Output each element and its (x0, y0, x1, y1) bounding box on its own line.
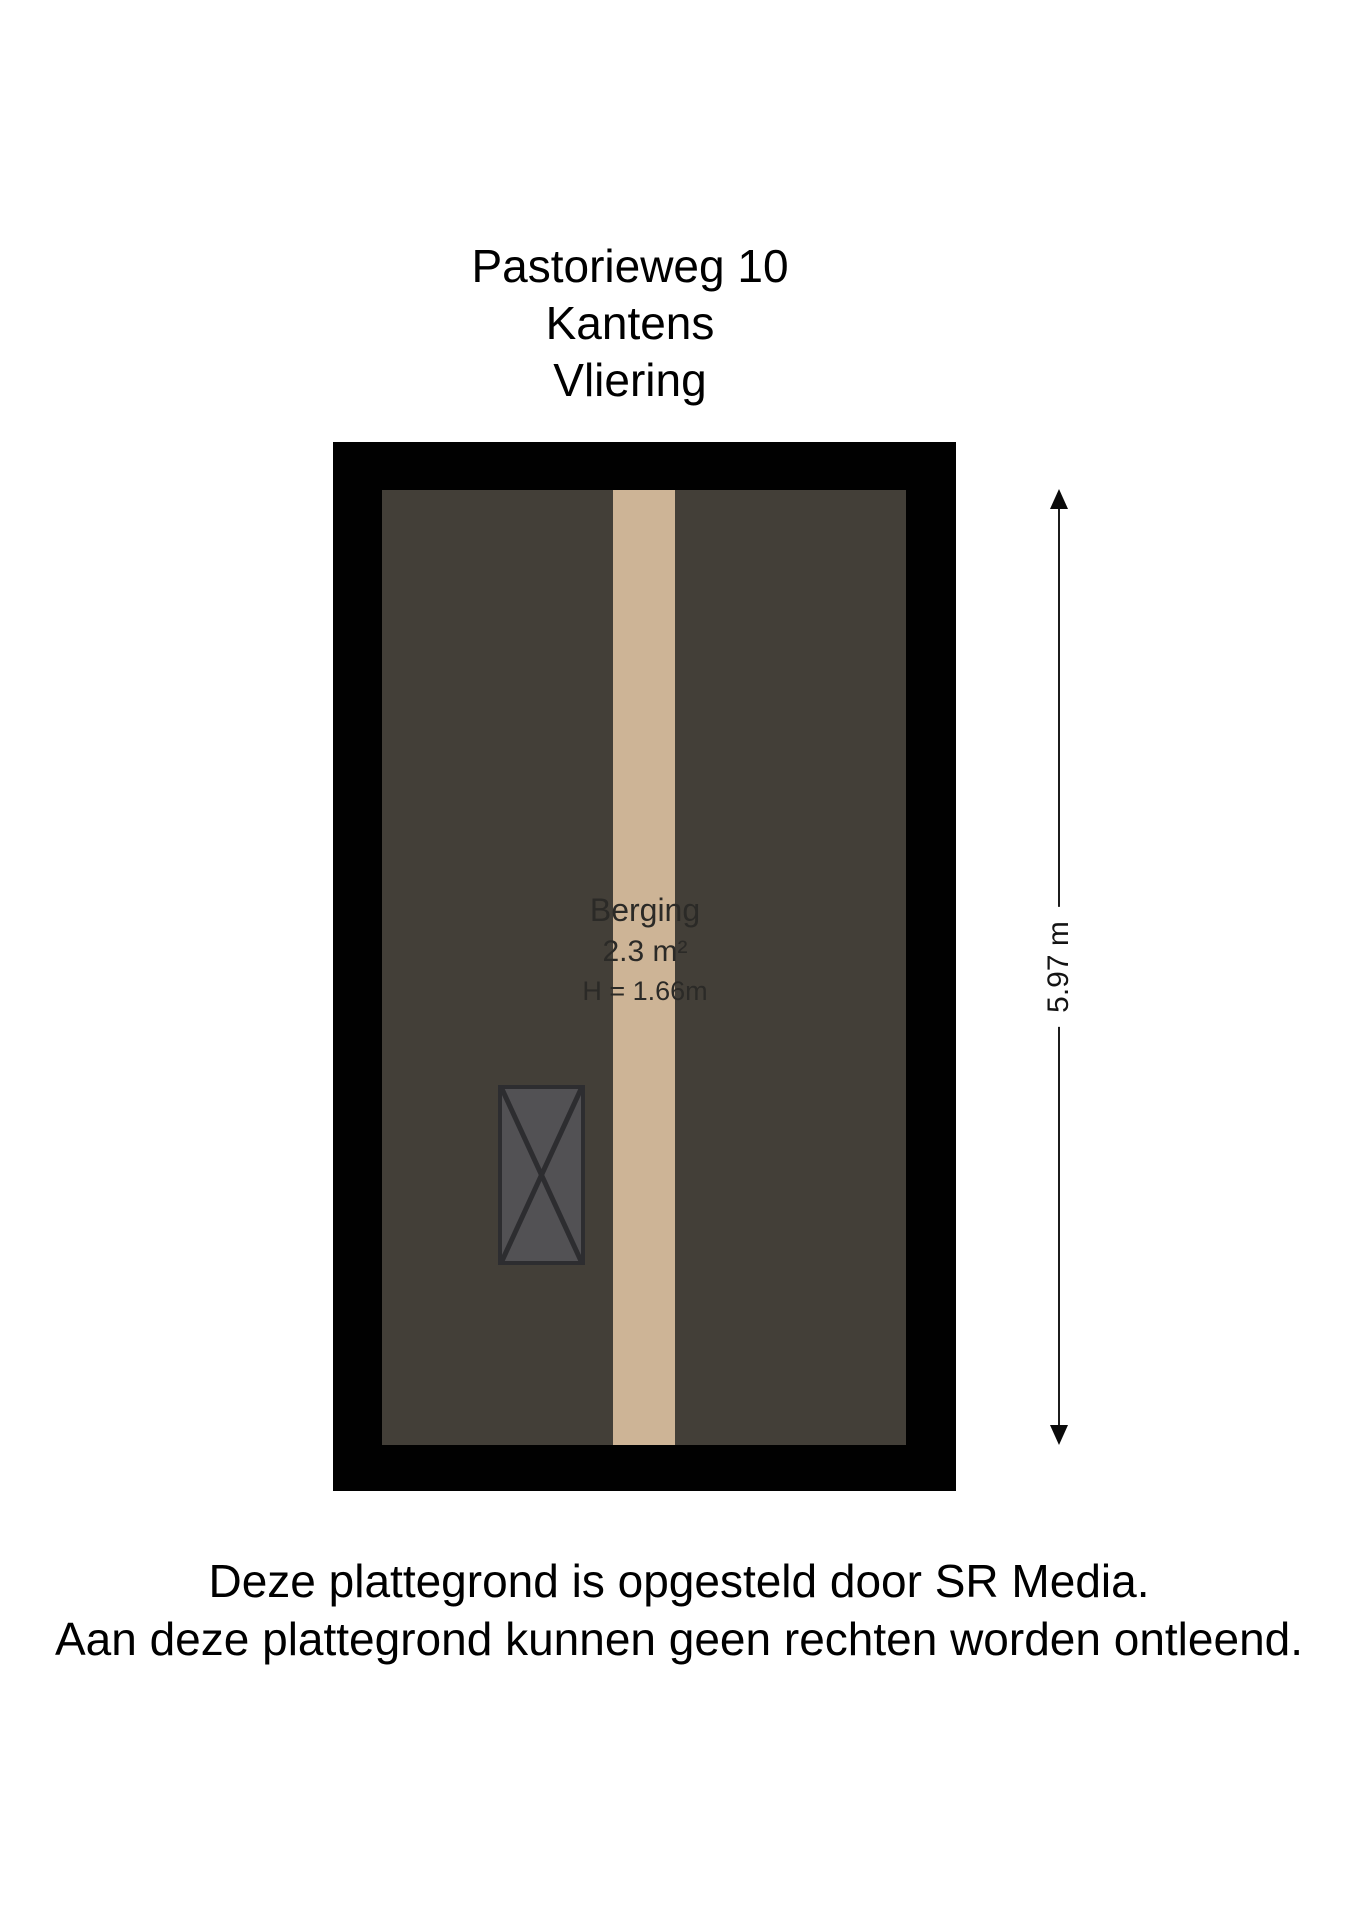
title-floor: Vliering (553, 354, 707, 406)
crossed-box-diagonals-icon (502, 1089, 581, 1261)
floorplan-floor-area (382, 490, 906, 1445)
page-title (330, 238, 930, 409)
arrow-up-icon (1050, 489, 1068, 509)
title-city: Kantens (545, 297, 715, 349)
disclaimer-line-2: Aan deze plattegrond kunnen geen rechten worden ontleend. (54, 1613, 1304, 1665)
room-label (445, 888, 845, 1010)
room-ceiling-height: H = 1.66m (582, 976, 708, 1006)
crossed-box-symbol (498, 1085, 585, 1265)
disclaimer (0, 1552, 1358, 1668)
floorplan-outer-walls (333, 442, 956, 1491)
arrow-down-icon (1050, 1425, 1068, 1445)
disclaimer-line-1: Deze plattegrond is opgesteld door SR Media. (208, 1555, 1150, 1607)
room-name: Berging (589, 892, 701, 928)
dimension-value: 5.97 m (1042, 907, 1076, 1027)
title-street: Pastorieweg 10 (471, 240, 789, 292)
room-area: 2.3 m² (602, 935, 688, 968)
vertical-dimension-arrow (1042, 489, 1075, 1445)
